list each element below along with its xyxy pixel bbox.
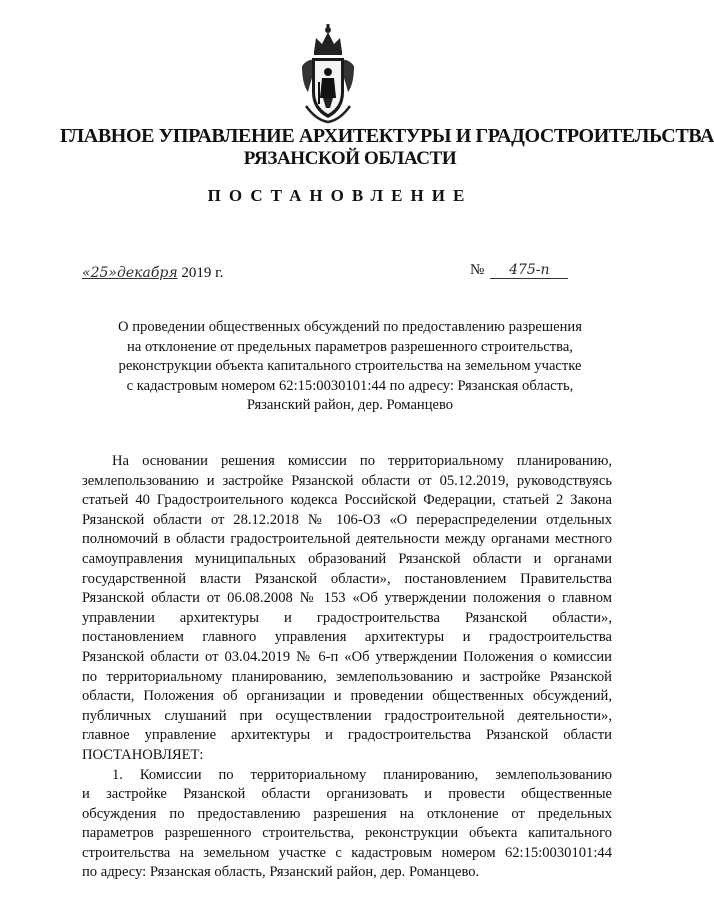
document-number: [470, 262, 568, 279]
body-line: полномочий в области градостроительной деятельности между органами местного: [82, 531, 612, 548]
organization-title-line1: ГЛАВНОЕ УПРАВЛЕНИЕ АРХИТЕКТУРЫ И ГРАДОСТРОИТЕЛЬСТВА: [60, 125, 714, 147]
date-month: декабря: [116, 265, 178, 281]
organization-title-line2: РЯЗАНСКОЙ ОБЛАСТИ: [243, 148, 457, 169]
document-subject: [95, 318, 605, 416]
body-line: 1. Комиссии по территориальному планированию, землепользованию: [112, 766, 612, 783]
subject-line: Рязанский район, дер. Романцево: [246, 397, 454, 413]
document-date: [82, 265, 223, 282]
body-line: публичных слушаний при осуществлении градостроительной деятельности»,: [82, 707, 612, 724]
subject-line: с кадастровым номером 62:15:0030101:44 по адресу: Рязанская область,: [126, 377, 574, 394]
body-line: Рязанской области от 06.08.2008 № 153 «Об утверждении положения о главном: [82, 590, 612, 607]
date-day: «25»: [82, 265, 117, 281]
body-line: обсуждения по предоставлению разрешения на отклонение от предельных: [82, 805, 612, 822]
body-line: главное управление архитектуры и градостроительства Рязанской области: [82, 727, 612, 744]
document-type-heading: ПОСТАНОВЛЕНИЕ: [207, 186, 473, 205]
body-line: государственной власти Рязанской области», постановлением Правительства: [82, 570, 612, 587]
subject-line: О проведении общественных обсуждений по предоставлению разрешения: [118, 319, 582, 335]
body-line: и застройке Рязанской области организовать и провести общественные: [82, 786, 612, 803]
resolves-keyword: ПОСТАНОВЛЯЕТ:: [82, 746, 204, 763]
coat-of-arms-emblem-icon: [296, 22, 360, 126]
body-line: управлении архитектуры и градостроительства Рязанской области»,: [82, 609, 612, 626]
body-line: На основании решения комиссии по территориальному планированию,: [112, 453, 612, 469]
body-line: статьей 40 Градостроительного кодекса Российской Федерации, статьей 2 Закона: [82, 492, 612, 509]
number-label: №: [470, 262, 485, 278]
subject-line: на отклонение от предельных параметров разрешенного строительства,: [127, 338, 573, 355]
body-line: Рязанской области от 28.12.2018 № 106-ОЗ «О перераспределении отдельных: [82, 511, 612, 528]
body-line: по территориальному планированию, землепользованию и застройке Рязанской: [82, 668, 612, 685]
body-line: по адресу: Рязанская область, Рязанский район, дер. Романцево.: [82, 864, 480, 881]
body-line: области, Положения об организации и проведении общественных обсуждений,: [82, 688, 612, 705]
body-line: самоуправления муниципальных образований Рязанской области и органами: [82, 550, 612, 567]
number-value: 475-п: [490, 262, 568, 279]
subject-line: реконструкции объекта капитального строительства на земельном участке: [118, 358, 582, 374]
document-body: [82, 452, 612, 883]
body-line: Рязанской области от 03.04.2019 № 6-п «Об утверждении Положения о комиссии: [82, 648, 612, 665]
body-line: строительства на земельном участке с кадастровым номером 62:15:0030101:44: [82, 844, 612, 861]
body-line: землепользованию и застройке Рязанской области от 05.12.2019, руководствуясь: [82, 472, 612, 489]
date-year: 2019 г.: [181, 265, 224, 281]
body-line: постановлением главного управления архитектуры и градостроительства: [82, 629, 612, 646]
body-line: параметров разрешенного строительства, реконструкции объекта капитального: [82, 825, 612, 842]
